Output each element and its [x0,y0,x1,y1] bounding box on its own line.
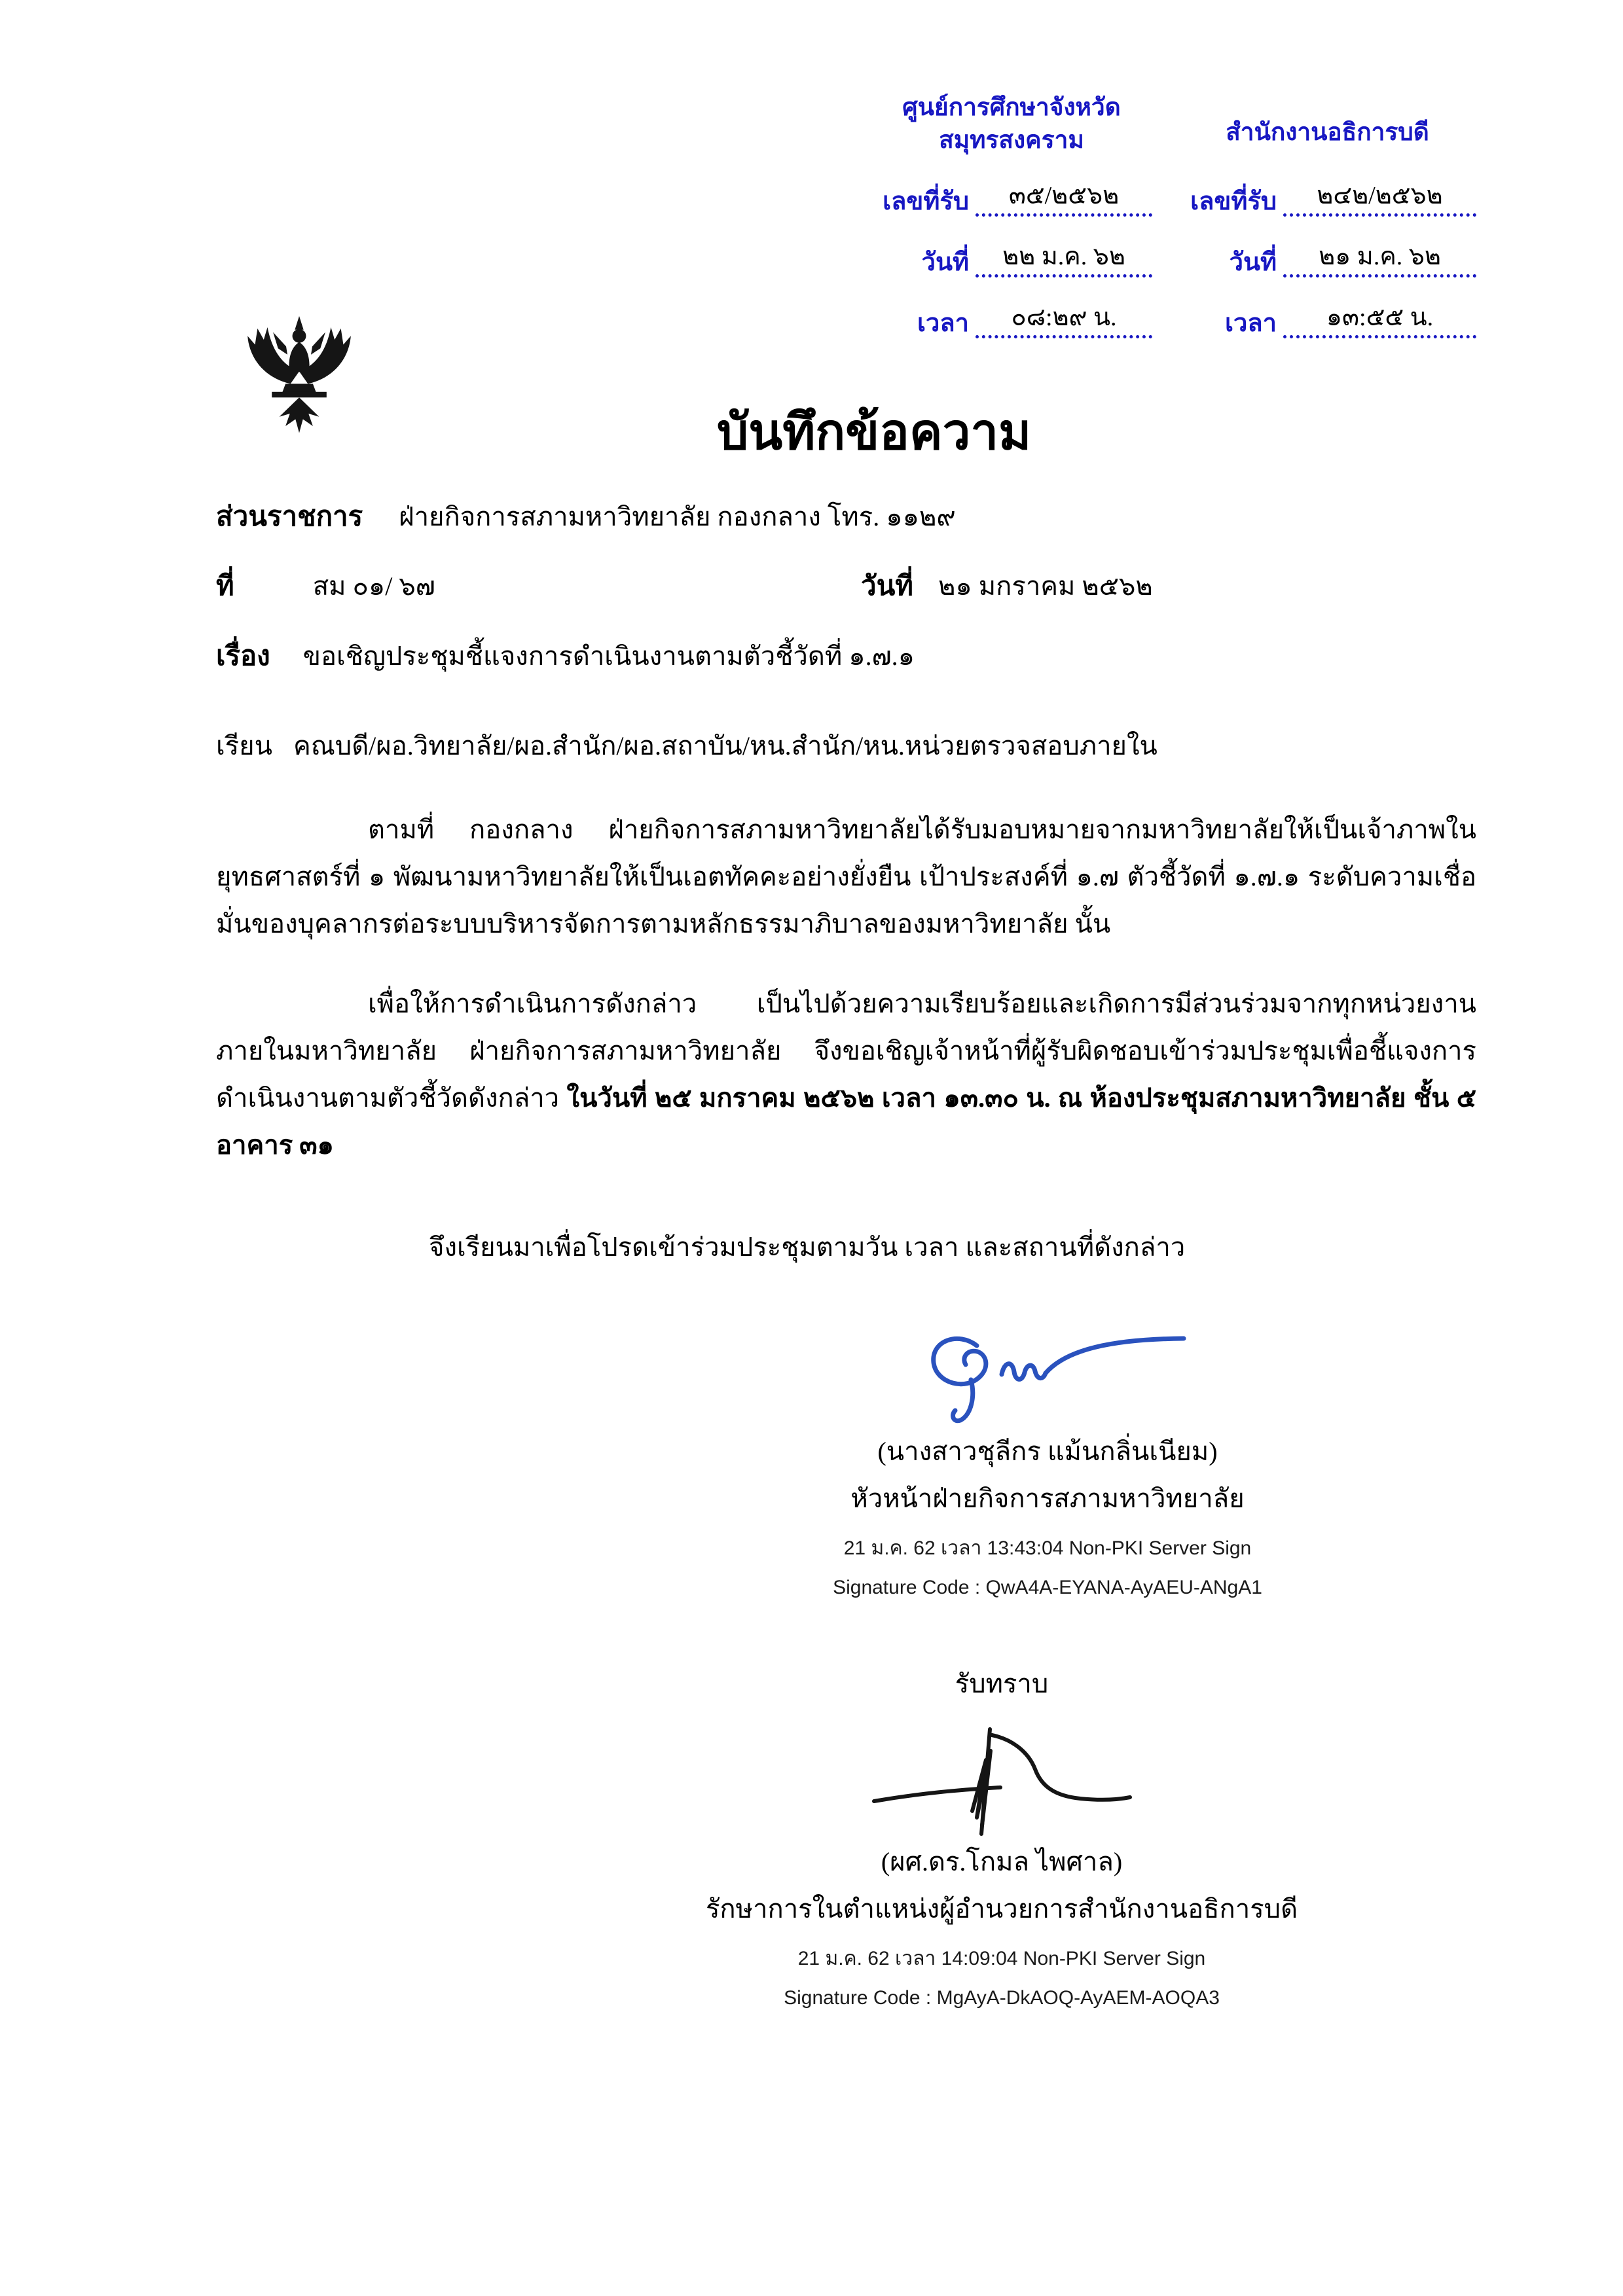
recipients-value: คณบดี/ผอ.วิทยาลัย/ผอ.สำนัก/ผอ.สถาบัน/หน.สำนัก/หน.หน่วยตรวจสอบภายใน [293,731,1158,761]
signature-ink-blue [903,1322,1192,1427]
receipt-time-value: ๑๓:๕๕ น. [1283,302,1476,338]
acknowledgement-block [687,1666,1316,2011]
receipt-time-row [1178,302,1476,338]
stamp-org-line1: ศูนย์การศึกษาจังหวัด [902,94,1121,121]
document-title: บันทึกข้อความ [717,405,1032,460]
signer-block [818,1322,1277,1601]
stamp-org-line2: สมุทรสงคราม [939,127,1084,154]
department-value: ฝ่ายกิจการสภามหาวิทยาลัย กองกลาง โทร. ๑๑๒๙ [399,502,956,531]
receipt-number-label: เลขที่รับ [1190,188,1277,215]
receipt-date-value: ๒๒ ม.ค. ๖๒ [976,242,1152,278]
receipt-time-label: เวลา [917,310,969,337]
document-date-label: วันที่ [861,571,913,601]
department-label: ส่วนราชการ [216,502,363,532]
receipt-date-label: วันที่ [921,249,969,276]
receipt-stamp-president-office [1178,98,1476,338]
acknowledger-name: (ผศ.ดร.โกมล ไพศาล) [881,1847,1123,1876]
department-row [216,499,956,535]
signature-ink-black [864,1713,1139,1837]
receipt-number-row [1178,181,1476,217]
document-number-row [216,568,435,605]
receipt-date-value: ๒๑ ม.ค. ๖๒ [1283,242,1476,278]
subject-row [216,638,915,675]
signer-timestamp: 21 ม.ค. 62 เวลา 13:43:04 Non-PKI Server Sign [843,1537,1252,1559]
document-date-value: ๒๑ มกราคม ๒๕๖๒ [938,571,1153,601]
body-paragraph-2-text: เพื่อให้การดำเนินการดังกล่าว เป็นไปด้วยความเรียบร้อยและเกิดการมีส่วนร่วมจากทุกหน่วยงานภายในมหาวิทยาลัย ฝ่ายกิจการสภามหาวิทยาลัย จึงขอเชิญเจ้าหน้าที่ผู้รับผิดชอบเข้าร่วมประชุมเพื่อชี้แจงการดำเนินงานตามตัวชี้วัดดังกล่าว [216,989,1476,1113]
signer-position: หัวหน้าฝ่ายกิจการสภามหาวิทยาลัย [850,1484,1245,1513]
body-paragraph-2 [216,980,1476,1169]
garuda-emblem-icon [237,311,361,445]
receipt-date-row [871,242,1152,278]
signer-signature-code: Signature Code : QwA4A-EYANA-AyAEU-ANgA1 [833,1577,1262,1598]
signer-name: (นางสาวชุลีกร แม้นกลิ่นเนียม) [877,1437,1218,1466]
document-number-label: ที่ [216,571,234,601]
receipt-date-row [1178,242,1476,278]
acknowledger-signature-code: Signature Code : MgAyA-DkAOQ-AyAEM-AOQA3 [784,1987,1220,2009]
stamp-rows [871,181,1152,338]
document-date-row [861,568,1153,605]
subject-value: ขอเชิญประชุมชี้แจงการดำเนินงานตามตัวชี้วัดที่ ๑.๗.๑ [302,641,915,671]
receipt-time-label: เวลา [1225,310,1277,337]
document-number-value: สม ๐๑/ ๖๗ [312,571,435,601]
receipt-number-row [871,181,1152,217]
stamp-rows [1178,181,1476,338]
receipt-time-row [871,302,1152,338]
recipients-row [216,728,1158,764]
receipt-date-label: วันที่ [1229,249,1277,276]
receipt-time-value: ๐๘:๒๙ น. [976,302,1152,338]
receipt-stamp-provincial-center [871,92,1152,338]
meeting-date-venue-bold: ในวันที่ ๒๕ มกราคม ๒๕๖๒ เวลา ๑๓.๓๐ น. ณ ห้องประชุมสภามหาวิทยาลัย ชั้น ๕ อาคาร ๓๑ [216,1083,1477,1160]
closing-line: จึงเรียนมาเพื่อโปรดเข้าร่วมประชุมตามวัน เวลา และสถานที่ดังกล่าว [429,1232,1186,1262]
acknowledger-timestamp: 21 ม.ค. 62 เวลา 14:09:04 Non-PKI Server Sign [797,1948,1206,1969]
stamp-org-name: สำนักงานอธิการบดี [1226,119,1429,146]
acknowledger-position: รักษาการในตำแหน่งผู้อำนวยการสำนักงานอธิการบดี [705,1894,1298,1924]
stamp-org-name [871,92,1152,157]
acknowledgement-label: รับทราบ [955,1669,1049,1698]
subject-label: เรื่อง [216,641,270,672]
receipt-number-value: ๓๕/๒๕๖๒ [976,181,1152,217]
body-paragraph-1: ตามที่ กองกลาง ฝ่ายกิจการสภามหาวิทยาลัยได้รับมอบหมายจากมหาวิทยาลัยให้เป็นเจ้าภาพในยุทธศาสตร์ที่ ๑ พัฒนามหาวิทยาลัยให้เป็นเอตทัคคะอย่างยั่งยืน เป้าประสงค์ที่ ๑.๗ ตัวชี้วัดที่ ๑.๗.๑ ระดับความเชื่อมั่นของบุคลากรต่อระบบบริหารจัดการตามหลักธรรมาภิบาลของมหาวิทยาลัย นั้น [216,815,1476,939]
receipt-number-label: เลขที่รับ [883,188,969,215]
recipients-label: เรียน [216,731,272,761]
receipt-number-value: ๒๔๒/๒๕๖๒ [1283,181,1476,217]
